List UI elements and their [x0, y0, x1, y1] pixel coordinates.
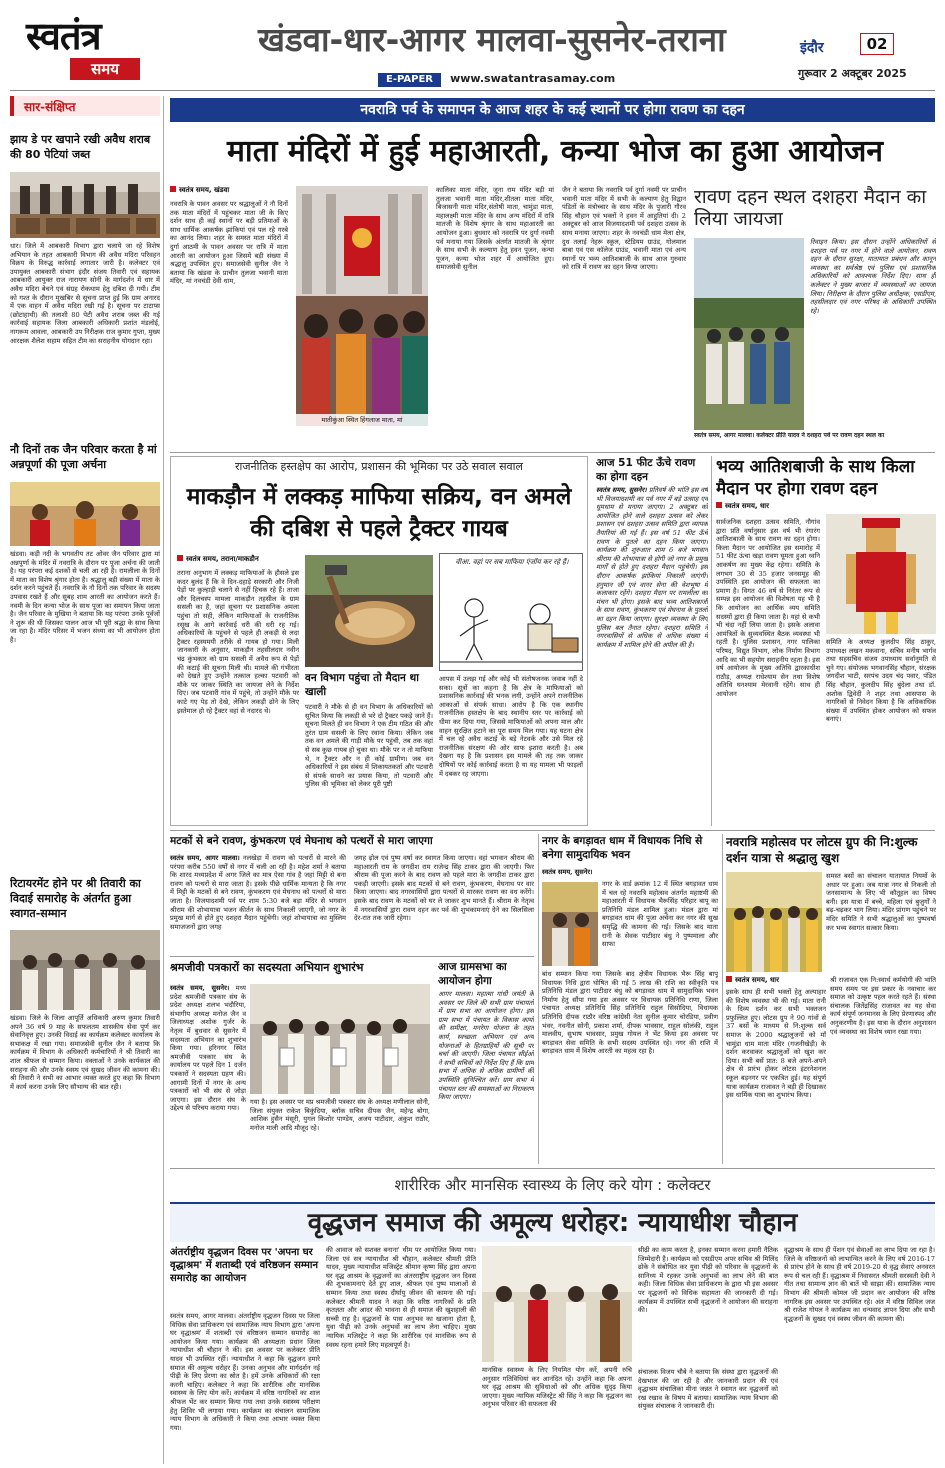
patthar-story — [170, 834, 534, 954]
top-subhead — [170, 98, 935, 122]
sidebar — [10, 96, 160, 1462]
vidhayak-story — [542, 834, 718, 1164]
saflet-byline: स्वतंत्र समय, सुसनेर। — [596, 486, 647, 494]
lotus-body1: समस्त बसों का संचालन यातायात नियमों के अधार पर हुआ। जब यात्रा नगर से निकली तो जनसामान्य के लिए भी कौतूहल का विषय बनी। इस यात्रा में बच्चे, महिला एवं बुजुर्गों ने बढ़-चढ़कर भाग लिया। मंदिर प्रांगण पहुंचने पर मंदिर समिति ने सभी श्रद्धालुओं का पुष्पवर्षा कर भव्य स्वागत सत्कार किया। — [826, 872, 936, 932]
sidebar-header — [10, 96, 160, 116]
vriddhajan-sidebox — [170, 1246, 320, 1308]
journalists-photo — [250, 984, 430, 1094]
makdon-cartoon-text: वीआ. वहां पर सब माफिया एंजॉय कर रहे हैं। — [455, 558, 569, 566]
saflet-divider — [711, 456, 712, 826]
ground-inspection-photo — [694, 238, 804, 430]
pilgrims-photo — [726, 872, 822, 972]
sidebar-story1-body: धार। जिले में आबकारी विभाग द्वारा चलाये जा रहे विशेष अभियान के तहत आबकारी विभाग की अवैध मदिरा परिवहन विक्रय के विरुद्ध कार्रवाई लगातार जारी है। कलेक्टर एवं उपायुक्त आबकारी संभाग इंदौर संजय तिवारी एवं सहायक आबकारी आयुक्त राज नारायण सोनी के मार्गदर्शन में धार में अवैध मदिरा बेचने एवं संग्रह रोकथाम हेतु दबिश दी गयी। टीम को गश्त के दौरान मुखबिर से सूचना प्राप्त हुई कि ग्राम अनारद में एक वाहन में अवैध मदिरा रखी गई है। सूचना पर टाटाप्स (छोटाहाथी) की तलाशी 80 पेटी अवैध शराब जब्त की गई कार्रवाई सहायक जिला आबकारी अधिकारी प्रशांत मंडलोई, नागरूम आवला, आबकारी उप निरीक्षक राज कुमार गुप्ता, मुख्य आरक्षक शैलेश सहाम सहित टीम का सराहनीय योगदान रहा। — [10, 242, 160, 345]
patrakar-story — [170, 960, 430, 1166]
patthar-byline: स्वतंत्र समय, आगर मालवा। — [170, 854, 240, 862]
saflet-body-text: प्रतिवर्ष की भांति इस वर्ष भी विजयादशमी का पर्व नगर में बड़े उत्साह एवं धूमधाम से मनाया जाएगा। 2 अक्टूबर को आयोजित होने वाले दशहरा उत्सव को लेकर प्रशासन एवं दशहरा उत्सव समिति द्वारा व्यापक तैयारियां की गई हैं। इस वर्ष 51 फीट ऊँचे रावण के पुतले का दहन किया जाएगा। कार्यक्रम की शुरुआत शाम 6 बजे भगवान श्रीराम की शोभायात्रा से होगी जो नगर के प्रमुख मार्गों से होते हुए दशहरा मैदान पहुंचेगी। इस दौरान आकर्षक झांकियां निकाली जाएंगी। हनुमान जी एवं वानर सेना की वेशभूषा में कलाकार रहेंगे। दशहरा मैदान पर रामलीला का मंचन भी होगा। इसके बाद भव्य आतिशबाजी के साथ रावण, कुंभकरण एवं मेघनाथ के पुतलों का दहन किया जाएगा। सुरक्षा व्यवस्था के लिए पुलिस बल तैनात रहेगा। दशहरा समिति ने नगरवासियों से अधिक से अधिक संख्या में कार्यक्रम में शामिल होने की अपील की है। — [596, 486, 708, 649]
atishbazi-photo — [826, 514, 936, 634]
sidebar-story3-body: खंडवा। जिले के जिला आपूर्ति अधिकारी अरुण कुमार तिवारी अपने 36 वर्ष 9 माह के सफलतम शासकीय सेवा पूर्ण कर सेवानिवृत्त हुए। उनकी विदाई का कार्यक्रम कलेक्टर कार्यालय के सभाकक्ष में रखा गया। समाजसेवी सुनील जैन ने बताया कि कार्यक्रम में विभाग के अधिकारी कर्मचारियों ने श्री तिवारी का शाल श्रीफल से सम्मान किया। वक्ताओं ने उनके कार्यकाल की सराहना की और उनके स्वस्थ एवं सुखद जीवन की कामना की। श्री तिवारी ने सभी का आभार व्यक्त करते हुए कहा कि विभाग में कार्य करना उनके लिए सौभाग्य की बात रही। — [10, 1014, 160, 1091]
rule-1 — [170, 452, 935, 453]
makdon-subhead: वन विभाग पहुंचा तो मैदान था खाली — [305, 672, 419, 698]
sidebar-story2-body: खंडवा। कड़ी नदी के भगवतीय तट ओवर जैन परिवार द्वारा मां अन्नपूर्णा के मंदिर में नवरात्रि के दौरान पर पूजा अर्चना की जाती है। यह परंपरा कई दशकों से चली आ रही है। रामलीला के दिनों में माता का विशेष श्रृंगार होता है। श्रद्धालु बड़ी संख्या में माता के दर्शन करने पहुंचते हैं। नवरात्रि के नौ दिनों तक परिवार के सदस्य उपवास रखते हैं और सुबह शाम आरती का आयोजन करते हैं। नवमी के दिन कन्या भोज के साथ पूजा का समापन किया जाता है। जैन परिवार के मुखिया ने बताया कि यह परंपरा उनके पूर्वजों ने शुरू की थी जिसका पालन आज भी पूरी श्रद्धा के साथ किया जा रहा है। मंदिर परिसर में भजन संध्या का भी आयोजन होता है। — [10, 550, 160, 644]
sidebar-story1-title: झाय डे पर खपाने रखी अवैध शराब की 80 पेटियां जब्त — [10, 133, 151, 161]
patrakar-byline: स्वतंत्र समय, सुसनेर। — [170, 984, 230, 992]
byline-marker-icon — [726, 976, 732, 982]
saflet-body — [596, 486, 708, 822]
sidebar-divider — [163, 96, 164, 1464]
vidhayak-photo — [542, 882, 598, 966]
lotus-caption-text: स्वतंत्र समय, धार — [735, 976, 779, 984]
patthar-title: मटकों से बने रावण, कुंभकरण एवं मेघनाथ को पत्थरों से मारा जाएगा — [170, 835, 433, 847]
makdon-byline-text: स्वतंत्र समय, तराना/माकडौन — [186, 555, 259, 563]
vriddhajan-body-right3: संचालक विजय चौबे ने बताया कि संस्था द्वारा वृद्धजनों की देखभाल की जा रही है और जानकारी प्रदान की एवं वृद्धाश्रम संचालिका मीना जन्नत ने स्वागत कर वृद्धजनों को रख रखाव के विषय में बताया। सामाजिक न्याय विभाग की संयुक्त संचालक ने जानकारी दी। — [638, 1368, 778, 1411]
vriddhajan-body-left: स्वतंत्र समय, आगर मालवा। अंतर्राष्ट्रीय वृद्धजन दिवस पर जिला विधिक सेवा प्राधिकरण एवं सामाजिक न्याय विभाग द्वारा 'अपना घर वृद्धाश्रम' में शताब्दी एवं वरिष्ठजन सम्मान समारोह का आयोजन किया गया। कार्यक्रम की अध्यक्षता प्रधान जिला न्यायाधीश श्री चौहान ने की। इस अवसर पर कलेक्टर प्रीति यादव भी उपस्थित रहीं। न्यायाधीश ने कहा कि वृद्धजन हमारे समाज की अमूल्य धरोहर हैं। उनका अनुभव और मार्गदर्शन नई पीढ़ी के लिए प्रेरणा का स्रोत है। हमें उनके अधिकारों की रक्षा करनी चाहिए। कलेक्टर ने कहा कि शारीरिक और मानसिक स्वास्थ्य के लिए योग करें। कार्यक्रम में वरिष्ठ नागरिकों का शाल श्रीफल भेंट कर सम्मान किया गया तथा उनके स्वास्थ्य परीक्षण हेतु शिविर भी लगाया गया। कार्यक्रम का संचालन सामाजिक न्याय विभाग के अधिकारी ने किया तथा आभार व्यक्त किया गया। — [170, 1312, 320, 1432]
sidebar-story3-photo — [10, 930, 160, 1010]
elderly-honour-photo — [482, 1246, 632, 1362]
atishbazi-story — [716, 456, 936, 828]
patrakar-photo — [250, 984, 430, 1094]
top-body-col4: जैन ने बताया कि नवरात्रि पर्व दुर्गा नवमी पर प्राचीन भवानी माता मंदिर में सभी के कल्याण हेतु विद्वान पंडितों के मंत्रोच्चार के साथ मंदिर के पुजारी गौरव सिंह चौहान एवं भक्तों ने हवन में आहुतियां दी। 2 अक्टूबर को आज विजयादशमी पर्व दशहरा उत्सव के साथ मनाया जाएगा। शहर के नवचंडी धाम मेला क्षेत्र, दुध तलाई नेहरू स्कूल, स्टेडियम ग्राउंड, गोलमाल बाबा एवं एस कॉलेज ग्राउंड, भवानी माता एवं अन्य स्थानों पर भव्य आतिशबाजी के साथ आज गुरुवार को रात्रि में रावण का दहन किया जाएगा। — [562, 186, 686, 272]
sidebar-story2-title: नौ दिनों तक जैन परिवार करता है मां अन्नपूर्णा की पूजा अर्चना — [10, 443, 157, 471]
lotus-title: नवरात्रि महोत्सव पर लोटस ग्रुप की नि:शुल्क दर्शन यात्रा से श्रद्धालु खुश — [726, 835, 918, 865]
worship-photo — [10, 482, 160, 546]
patthar-body1-text: नलखेड़ा में रावण को पत्थरों से मारने की परंपरा करीब 550 वर्षों से नगर में चली आ रही है। महेश शर्मा ने बताया कि शारद मध्यप्रदेश में अगर जिले का मात्र ऐसा गांव है जहां मिट्टी से बना रावण को पत्थरों से मारा जाता है। इसके पीछे धार्मिक मान्यता है कि नगर में मिट्टी के मटकों से बने रावण, कुंभकरण एवं मेघनाथ को पत्थरों से मारा जाता है। विजयादशमी पर्व पर शाम 5:30 बजे बड़ा मंदिर से भगवान श्रीराम की शोभायात्रा भजन कीर्तन के साथ निकाली जाएगी, जो नगर के प्रमुख मार्ग से होते हुए दशहरा मैदान पहुंचेगी। जहां शोभायात्रा का मुस्लिम समाजजनों द्वारा जगह — [170, 854, 346, 931]
makdon-headline: माकड़ौन में लक्कड़ माफिया सक्रिय, वन अमले की दबिश से पहले ट्रैक्टर गायब — [186, 484, 572, 542]
makdon-byline — [177, 555, 259, 564]
logo-bottom-text: समय — [70, 58, 140, 80]
epaper-label: E-PAPER — [378, 73, 441, 87]
lotus-caption — [726, 976, 779, 985]
patrakar-body1-text: मध्य प्रदेश श्रमजीवी पत्रकार संघ के प्रदेश अध्यक्ष शलभ भदौरिया, संभागीय अध्यक्ष मनोज जैन व जिलाध्यक्ष अशोक गुर्जर के नेतृत्व में बुधवार से सुसनेर में सदस्यता अभियान का शुभारंभ किया गया। हरिनगर स्थित श्रमजीवी पत्रकार संघ के कार्यालय पर पहले दिन 1 दर्जन पत्रकारों ने सदस्यता ग्रहण की। आगामी दिनों में नगर के अन्य पत्रकारों को भी संघ से जोड़ा जाएगा। इस दौरान संघ के उद्देश्य से परिचय कराया गया। — [170, 984, 246, 1113]
rule-2 — [170, 830, 935, 831]
vriddhajan-photo — [482, 1246, 632, 1362]
ravan-box-caption: स्वतंत्र समय, आगर मालवा। कलेक्टर प्रीति यादव ने दशहरा पर्व पर रावण दहन स्थल का — [694, 432, 885, 439]
vidhayak-body2: बांध सम्मान किया गया जिसके बाद क्षेत्रीय विधायक भैरू सिंह बापू विधायक निधि द्वारा घोषित की गई 5 लाख की राशि का स्वीकृति पत्र प्रतिनिधि मंडल द्वारा पाटीदार बंधु को बगड़ावत धाम में सामुदायिक भवन निर्माण हेतु सौंपा गया इस अवसर पर विधायक प्रतिनिधि राणा, जिला पंचायत अध्यक्ष प्रतिनिधि सिंह प्रतिनिधि राहुल सिसोदिया, विधायक प्रतिनिधि दीपक राठौर वरिष्ठ कांग्रेसी नेता सुनील कुमार चोरडिया, प्रवीण भंवर, नवनीत सोनी, प्रकाश शर्मा, दीपक भावसार, राहुल सोलंकी, राहुल मालवीय, सुभाष भावसार, प्रमुख गोयल ने भेंट किया इस अवसर पर बगड़ावत सेवा समिति के सभी सदस्य उपस्थित रहे। नगर की राशि में बगड़ावत धाम में विशेष आरती का महत्व रहा है। — [542, 970, 718, 1056]
top-headline: माता मंदिरों में हुई महाआरती, कन्या भोज का हुआ आयोजन — [226, 134, 883, 169]
vriddhajan-headline: वृद्धजन समाज की अमूल्य धरोहर: न्यायाधीश चौहान — [307, 1208, 798, 1238]
vidhayak-byline: स्वतंत्र समय, सुसनेर। — [542, 868, 593, 876]
top-byline-text: स्वतंत्र समय, खंडवा — [179, 186, 230, 194]
community-hall-photo — [542, 882, 598, 966]
patthar-divider — [538, 834, 539, 1164]
vidhayak-title: नगर के बगड़ावत धाम में विधायक निधि से बनेगा सामुदायिक भवन — [542, 835, 703, 861]
top-temple-photo — [296, 186, 428, 426]
rule-3 — [170, 956, 534, 957]
atishbazi-title: भव्य आतिशबाजी के साथ किला मैदान पर होगा रावण दहन — [716, 457, 915, 499]
ravan-photo — [694, 238, 804, 430]
cartoon-drawing — [440, 554, 583, 671]
patrakar-body2: गया है। इस अवसर पर मप्र श्रमजीवी पत्रकार संघ के अध्यक्ष मणीलाल सोनी, जिला संयुक्त राकेश बिकुंदिया, ब्लॉक सचिव दीपक जैन, महेन्द्र बोगा, आशिक हुसैन मंसूरी, युगल किशोर पाण्डेय, अजय पाटीदार, अंकुश राठौर, मनोज माली आदि मौजूद रहे। — [250, 1098, 430, 1132]
vidhayak-body1-text: नगर के वार्ड क्रमांक 12 में स्थित बगड़ावत धाम में चल रहे नवरात्रि महोत्सव अंतर्गत महाष्टमी की महाआरती में विधायक भैरूसिंह परिहार बापू का प्रतिनिधि मंडल शामिल हुआ। मंडल द्वारा मां बगड़ावत धाम की पूजा अर्चना कर नगर की सुख समृद्धि की कामना की गई। जिसके बाद माता रानी के सेवक पाटीदार बंधु ने पुष्पमाला और साफा — [602, 880, 718, 949]
patthar-body1 — [170, 854, 346, 954]
top-body-col3: कालिका माता मंदिर, जूना राम मंदिर बड़ी मां तुलजा भवानी माता मंदिर,शीतला माता मंदिर, बिजासनी माता मंदिर,संतोषी माता, चामुंडा माता, महालक्ष्मी माता मंदिर के साथ अन्य मंदिरों में रात्रि मातजी के विशेष श्रृंगार के साथ महाआरती का आयोजन हुआ। बुधवार को नवरात्रि पर दुर्गा नवमी पर्व मनाया गया जिसके अंतर्गत मातजी के श्रृंगार के साथ सभी के कल्याण हेतु हवन पूजन, कन्या पूजन, कन्या भोज शहर में आयोजित हुए। समाजसेवी सुनील — [436, 186, 554, 272]
top-story — [170, 186, 690, 448]
sidebar-header-text: सार-संक्षिप्त — [24, 100, 76, 114]
atishbazi-byline-text: स्वतंत्र समय, धार — [725, 502, 769, 510]
vriddhajan-body-far: वृद्धाश्रम के साथ ही पेंशन एवं सेवाओं का लाभ दिया जा रहा है। जिले के वरिष्ठजनों को लाभान्वित करने के लिए वर्ष 2016-17 से प्रारंभ होने के साथ ही वर्ष 2019-20 से वृद्ध सेवाएं अनवरत रूप से चल रही हैं। वृद्धाश्रम में निवासरत श्रीमती सरस्वती देवी ने गीत तथा सामान्य ज्ञान की बातें भी साझा कीं। सामाजिक न्याय विभाग की श्रीमती कोमल जी प्रदान कर आयोजन की वरिष्ठ नागरिक इस अवसर पर उपस्थित रहे। अंत में वरिष्ठ सिविल जज श्री राजेश गोयल ने कार्यक्रम का धन्यवाद ज्ञापन दिया और सभी वृद्धजनों के सुखद एवं स्वस्थ जीवन की कामना की। — [784, 1246, 935, 1323]
atishbazi-body2: समिति के अध्यक्ष कुलदीप सिंह ठाकुर, उपाध्यक्ष लखन मकवाना, सचिव मनीष भार्गव तथा सहसचिव संजय उपाध्याय सर्वानुमति से चुने गए। संयोजक भगवानसिंह चौहान, संरक्षक जगदीश भाटी, सरपंच उदय चंद पवार, पंडित सिंह चौहान, कुलदीप सिंह बुंदेला तथा डॉ. अशोक द्विवेदी ने शहर तथा आसपास के नागरिकों से निवेदन किया है कि अधिकाधिक संख्या में उपस्थित होकर आयोजन को सफल बनाएं। — [826, 638, 936, 724]
vidhayak-divider — [722, 834, 723, 1164]
gram-sabha-story — [438, 960, 534, 1166]
vriddhajan-body-right2: मानसिक स्वास्थ्य के लिए नियमित योग करें, अपनी रुचि अनुसार गतिविधियां कर आनंदित रहें। उन्होंने कहा कि अपना घर वृद्ध आश्रम की सुविधाओं को और अधिक सुदृढ़ किया जाएगा। मुख्य न्यायिक मजिस्ट्रेट श्री सिंह ने कहा कि वृद्धजन का अनुभव परिवार की सफलता की — [482, 1366, 632, 1409]
gram-sabha-title: आज ग्रामसभा का आयोजन होगा — [438, 961, 507, 987]
cut-log-photo — [305, 555, 433, 667]
gram-sabha-body: आगर मालवा। महात्मा गांधी जयंती के अवसर पर जिले की सभी ग्राम पंचायतों में ग्राम सभा का आयोजन होगा। इस ग्राम सभा में पंचायत के विकास कार्यों की समीक्षा, मनरेगा योजना के तहत कार्य, स्वच्छता अभियान एवं अन्य योजनाओं के हितग्राहियों की सूची पर चर्चा की जाएगी। जिला पंचायत सीईओ ने सभी सचिवों को निर्देश दिए हैं कि ग्राम सभा में अधिक से अधिक ग्रामीणों की उपस्थिति सुनिश्चित करें। ग्राम सभा में पंचायत स्तर की समस्याओं का निराकरण किया जाएगा। — [438, 990, 534, 1102]
sidebar-story2-photo — [10, 482, 160, 546]
makdon-body1: तराना अनुभाग में लक्कड़ माफियाओं के हौसले इस कदर बुलंद हैं कि वे दिन-दहाड़े सरकारी और निजी पेड़ों पर कुल्हाड़ी चलाने से नहीं हिचक रहे हैं। ताजा और दिलचस्प मामला माकड़ौन तहसील के ग्राम ससली का है, जहां सूचना पर प्रशासनिक अमला पहुंचा तो सही, लेकिन माफियाओं के राजनीतिक रसूख के आगे कार्रवाई धरी की धरी रह गई। अधिकारियों के पहुंचने से पहले ही लकड़ी से लदा ट्रैक्टर रहस्यमयी तरीके से गायब हो गया। मिली जानकारी के अनुसार, माकड़ौन तहसीलदार नवीन चंद्र कुंभकार को ग्राम ससली में अवैध रूप से पेड़ों की कटाई की सूचना मिली थी। मामले की गंभीरता को देखते हुए उन्होंने तत्काल हल्का पटवारी को मौके पर जाकर स्थिति का जायजा लेने के निर्देश दिए। जब पटवारी गांव में पहुंचे, तो उन्होंने मौके पर काटे गए पेड़ तो देखे, लेकिन लकड़ी ढोने के लिए इस्तेमाल हो रहे ट्रैक्टर वहां से नदारद थे। — [177, 569, 299, 715]
edition-title: खंडवा-धार-आगर मालवा-सुसनेर-तराना — [258, 20, 726, 59]
lotus-body3: श्री राजावत एक नि:स्वार्थ कर्मयोगी की भांति समय समय पर इस प्रकार के नवाचार कर समाज को उत्कृष्ट पहल करते रहते हैं। संस्था संचालक जितेंद्रसिंह राजावत का यह सेवा कार्य संपूर्ण जनमानस के लिए प्रेरणास्पद और अनुकरणीय है। इस यात्रा के दौरान अनुशासन एवं व्यवस्था का विशेष ध्यान रखा गया। — [830, 976, 936, 1036]
lotus-story — [726, 834, 936, 1164]
patrakar-title: श्रमजीवी पत्रकारों का सदस्यता अभियान शुभारंभ — [170, 961, 364, 974]
atishbazi-byline — [716, 502, 936, 514]
vriddhajan-body-right1: सीढ़ी का काम करता है, इनका सम्मान करना हमारी नैतिक जिम्मेदारी है। कार्यक्रम को एसडीएम अपर सचिव श्री मिलिंद ढोके ने संबोधित कर युवा पीढ़ी को परिवार के वृद्धजनों के सानिध्य में रहकर उनके अनुभवों का लाभ लेने की बात कही। जिला विधिक सेवा प्राधिकरण के द्वारा भी इस अवसर पर वृद्धजनों को विधिक सहायता की जानकारी दी गई। कार्यक्रम में उपस्थित सभी वृद्धजनों ने आयोजन की सराहना की। — [638, 1246, 778, 1315]
lotus-photo — [726, 872, 822, 972]
ravan-box-title: रावण दहन स्थल दशहरा मैदान का लिया जायजा — [694, 186, 927, 230]
top-photo-caption: मातीकुंआ स्थित हिंगलाज माता, मां — [296, 414, 428, 426]
makdon-body2: पटवारी ने मौके से ही वन विभाग के अधिकारियों को सूचित किया कि लकड़ी से भरे दो ट्रैक्टर पकड़े जाने हैं। सूचना मिलते ही वन विभाग ने एक टीम गठित की और तुरंत ग्राम ससली के लिए रवाना किया। लेकिन जब तक वन अमले की गाड़ी मौके पर पहुंची, तब तक वहां से सब कुछ गायब हो चुका था। मौके पर न तो माफिया थे, न ट्रैक्टर और न ही कोई ग्रामीण। जब वन अधिकारियों ने इस संबंध में शिकायतकर्ता और पटवारी से संपर्क साधने का प्रयास किया, तो पटवारी और पुलिस की भूमिका को लेकर पूरी पुष्टी — [305, 703, 433, 789]
makdon-cartoon — [439, 553, 583, 671]
city-label: इंदौर — [800, 40, 824, 56]
logo-top-text: स्वतंत्र — [26, 13, 101, 58]
farewell-photo — [10, 930, 160, 1010]
epaper-bar — [378, 67, 778, 85]
vriddhajan-sidebox-title: अंतर्राष्ट्रीय वृद्धजन दिवस पर 'अपना घर वृद्धाश्रम' में शताब्दी एवं वरिष्ठजन सम्मान समारोह का आयोजन — [170, 1247, 319, 1284]
sidebar-story3-title: रिटायरमेंट होने पर श्री तिवारी का विदाई समारोह के अंतर्गत हुआ स्वागत-सम्मान — [10, 877, 141, 920]
lotus-body2: इसके साथ ही सभी भक्तों हेतु अल्पाहार की विशेष व्यवस्था भी की गई। माता रानी के दिव्य दर्शन कर सभी भक्तजन प्रफुल्लित हुए। लोटस ग्रुप ने 90 गांवों से 37 बसों के माध्यम से नि:शुल्क सर्व समाज के 2000 श्रद्धालुजनों को माँ चामुंडा धाम माता मंदिर (गजनीखेड़ी) के दर्शन करवाकर श्रद्धालुओं को खुश कर दिया। सभी बसें प्रात: 8 बजे अपने-अपने क्षेत्र से प्रारंभ होकर लोटस इंटरनेशनल स्कूल बड़नगर पर एकत्रित हुई। यह संपूर्ण यात्रा कार्यक्रम राजावत ने बड़ी ही दिखाकर इस धार्मिक यात्रा का शुभारंभ किया। — [726, 988, 826, 1100]
top-body-col1: नवरात्रि के पावन अवसर पर श्रद्धालुओं ने नौ दिनों तक माता मंदिरों में पहुंचकर माता जी के किए दर्शन साथ ही कई स्थानों पर बड़ी प्रतिमाओं के साथ धार्मिक आकर्षक झांकियां एवं पल रहे गरबे का आनंद लिया। शहर के समस्त माता मंदिरों में दुर्गा आठमी के पावन अवसर पर रात्रि में माता आरती का आयोजन हुआ जिसमें बड़ी संख्या में श्रद्धालु उपस्थित हुए। समाजसेवी सुनील जैन ने बताया कि खंडवा के प्राचीन तुलजा भवानी माता मंदिर, मां नवचंडी देवी धाम, — [170, 200, 288, 286]
patthar-body2: जगह ढ़ोल एवं पुष्प वर्षा कर स्वागत किया जाएगा। वहां भगवान श्रीराम की महाआरती राम के जगदीश राम राजेन्द्र सिंह टाकर द्वारा की जाएगी। फिर श्रीराम की पूजा करने के बाद रावण को पहले मारा के जगदीश टाकर द्वारा पकड़ी जाएगी। इसके बाद मटकों से बने रावण, कुंभकरण, मेघनाथ पर वार किया जाएगा। बाद नगरवासियों द्वारा पत्थरों से मारकर रावण का वध करेंगे। इसके बाद रावण के मटकों को घर ले जाकर शुभ मानते हैं। श्रीराम के नेतृत्व में नगरवासियों द्वारा रावण दहन कर पर्व की शुभकामनाएं देने का सिलसिला देर-रात तक जारी रहेगा। — [354, 854, 534, 923]
makdon-kicker: राजनीतिक हस्तक्षेप का आरोप, प्रशासन की भूमिका पर उठे सवाल सवाल — [235, 460, 523, 473]
yog-banner-text: शारीरिक और मानसिक स्वास्थ्य के लिए करे योग : कलेक्टर — [394, 1176, 711, 1194]
yog-banner — [170, 1172, 935, 1198]
logo — [26, 14, 146, 82]
vriddhajan-story — [170, 1246, 935, 1462]
vriddhajan-headline-bar — [170, 1202, 935, 1242]
page-number: 02 — [860, 33, 894, 55]
makdon-story — [170, 456, 588, 826]
saflet-story — [596, 456, 708, 828]
top-subhead-text: नवरात्रि पर्व के समापन के आज शहर के कई स्थानों पर होगा रावण का दहन — [360, 102, 745, 118]
date-label: गुरूवार 2 अक्टूबर 2025 — [798, 67, 907, 80]
patrakar-body1 — [170, 984, 246, 1164]
temple-aarti-photo — [296, 186, 428, 426]
ravan-box-body: रिवाइन किया। इस दौरान उन्होंने अधिकारियों से दशहरा पर्व पर नगर में होने वाले आयोजन, रावण दहन के दौरान सुरक्षा, यातायात प्रबंधन और कानून व्यवस्था का सर्वश्रेष्ठ एवं पुलिस एवं प्रशासनिक अधिकारियों को आवश्यक निर्देश दिए। साथ ही कलेक्टर ने मुख्य बाजार में व्यवस्थाओं का जायजा लिया। निरीक्षण के दौरान पुलिस अधीक्षक, एसडीएम, तहसीलदार एवं नगर परिषद के अधिकारी उपस्थित रहे। — [810, 238, 936, 315]
masthead-rule — [10, 90, 935, 91]
rule-4 — [170, 1168, 935, 1169]
website-link[interactable]: www.swatantrasamay.com — [450, 72, 616, 85]
sidebar-story1-photo — [10, 172, 160, 238]
makdon-body3: आपस में उलझ गई और कोई भी संतोषजनक जवाब नहीं दे सका। सूत्रों का कहना है कि क्षेत्र के माफियाओं को प्रशासनिक कार्रवाई की भनक लगी, उन्होंने अपने राजनीतिक आकाओं से संपर्क साधा। आरोप है कि एक स्थानीय राजनीतिक हस्तक्षेप के बाद स्थानीय स्तर पर कार्रवाई को धीमा कर दिया गया, जिससे माफियाओं को अपना माल और वाहन सुरक्षित हटाने का पूरा समय मिल गया। यह घटना क्षेत्र में चल रहे अवैध कटाई के बड़े नेटवर्क और उसे मिल रहे राजनीतिक संरक्षण की ओर साफ इशारा करती है। अब देखना यह है कि प्रशासन इस मामले की तह तक जाकर दोषियों पर कोई कार्रवाई करता है या यह मामला भी फाइलों में दबकर रह जाएगा। — [439, 675, 583, 778]
byline-marker-icon — [716, 502, 722, 508]
seized-liquor-photo — [10, 172, 160, 238]
ravan-box — [694, 186, 936, 448]
ravan-effigy-photo — [826, 514, 936, 634]
vriddhajan-body-mid: की आवाज को सशक्त बनाना' थीम पर आयोजित किया गया। जिला एवं सत्र न्यायाधीश श्री चौहान, कलेक्टर श्रीमती प्रीति यादव, मुख्य न्यायाधीश मजिस्ट्रेट श्रीमान कृष्ण सिंह द्वारा अपना घर वृद्ध आश्रम के वृद्धजनों का अंतरराष्ट्रीय वृद्धजन जन दिवस की शुभकामनाएं देते हुए शाल, श्रीफल एवं पुष्प मालाओं से सम्मान किया तथा स्वस्थ दीर्घायु जीवन की कामना की गई। कलेक्टर श्रीमती यादव ने कहा कि वरिष्ठ नागरिकों के प्रति कृतज्ञता और आदर की भावना से ही समाज की खुशहाली की सच्ची राह है। वृद्धजनों के पास अनुभव का खजाना होता है, युवा पीढ़ी को उनके अनुभवों का लाभ लेना चाहिए। मुख्य न्यायिक मजिस्ट्रेट ने कहा कि शारीरिक एवं मानसिक रूप से स्वस्थ रहना हमारे लिए महत्वपूर्ण है। — [326, 1246, 476, 1349]
byline-marker-icon — [177, 555, 183, 561]
masthead — [0, 0, 945, 92]
makdon-log-photo — [305, 555, 433, 667]
atishbazi-body1: सार्वजनिक दशहरा उत्सव समिति, नौगांव द्वारा प्रति वर्षानुसार इस वर्ष भी रंगारंग आतिशबाजी के साथ रावण का दहन होगा। किला मैदान पर आयोजित इस समारोह में 51 फीट ऊंचा खड़ा रावण घूमता हुआ ध्वनि आकर्षण का मुख्य केंद्र रहेगा। समिति के लगभग 30 से 35 हजार जनसमूह की उपस्थिति इस आयोजन की सफलता का प्रमाण है। विगत 46 वर्ष से निरंतर रूप से सम्पन्न इस आयोजन की विशेषता यह भी है कि आयोजन का आर्थिक व्यय समिति सदस्यों द्वारा ही किया जाता है। यहां से कभी भी चंदा नहीं लिया जाता है। इसके अलावा आमंत्रितों के सुव्यवस्थित बैठक व्यवस्था भी रहती है। पुलिस प्रशासन, नगर पालिका परिषद, विद्युत विभाग, लोक निर्माण विभाग आदि का भी सहयोग सराहनीय रहता है। इस वर्ष आयोजन के मुख्य अतिथि द्वारकाधीश राठौड़, अध्यक्ष राधेश्याम सेन तथा विशेष अतिथि घनश्याम मेरवानी रहेंगे। साथ ही आयोजन — [716, 518, 820, 698]
saflet-title: आज 51 फीट ऊँचे रावण का होगा दहन — [596, 457, 696, 483]
byline-marker-icon — [170, 186, 176, 192]
